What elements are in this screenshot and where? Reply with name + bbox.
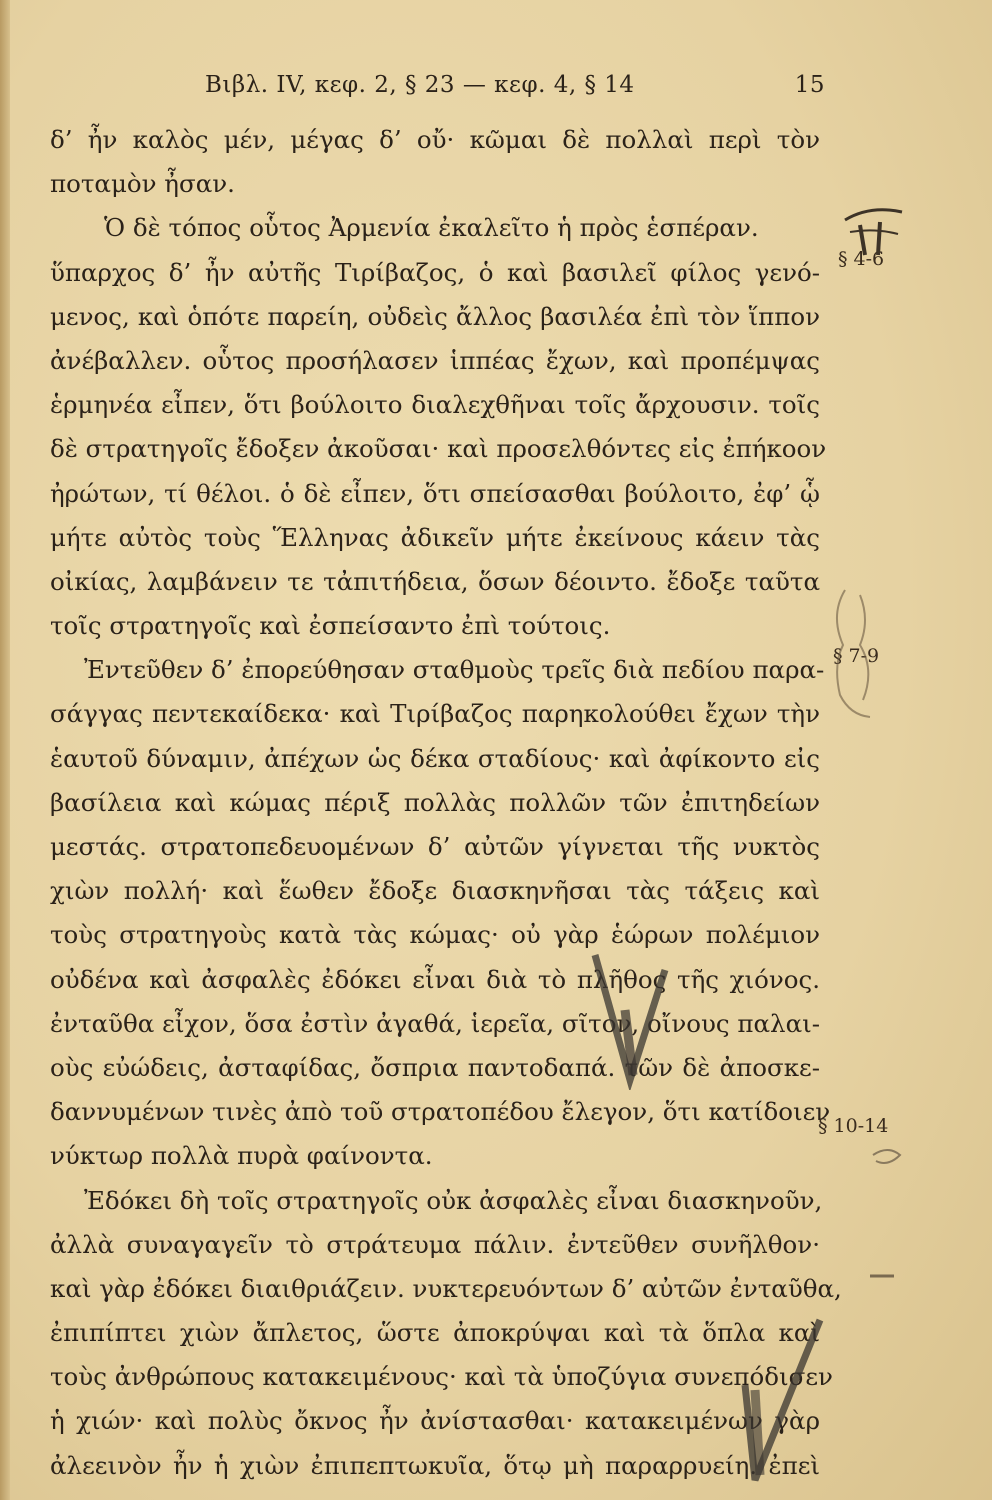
- text-line: οὺς εὐώδεις, ἀσταφίδας, ὄσπρια παντοδαπά. τῶν δὲ ἀποσκε-: [50, 1052, 820, 1082]
- text-line: ἑαυτοῦ δύναμιν, ἀπέχων ὡς δέκα σταδίους· καὶ ἀφίκοντο εἰς: [50, 743, 820, 773]
- text-line: ἡ χιών· καὶ πολὺς ὄκνος ἦν ἀνίστασθαι· κατακειμένων γὰρ: [50, 1406, 820, 1436]
- text-line: Ἐδόκει δὴ τοῖς στρατηγοῖς οὐκ ἀσφαλὲς εἶναι διασκηνοῦν,: [84, 1185, 823, 1215]
- text-line: καὶ γὰρ ἐδόκει διαιθριάζειν. νυκτερευόντων δ’ αὐτῶν ἐνταῦθα,: [50, 1273, 842, 1303]
- text-line: οὐδένα καὶ ἀσφαλὲς ἐδόκει εἶναι διὰ τὸ πλῆθος τῆς χιόνος.: [50, 964, 820, 994]
- running-header: [205, 72, 825, 112]
- text-line: Ὁ δὲ τόπος οὗτος Ἀρμενία ἐκαλεῖτο ἡ πρὸς ἑσπέραν.: [104, 213, 759, 243]
- text-line: βασίλεια καὶ κώμας πέριξ πολλὰς πολλῶν τῶν ἐπιτηδείων: [50, 787, 820, 817]
- section-note-10-14: § 10-14: [818, 1115, 889, 1137]
- text-line: τοὺς ἀνθρώπους κατακειμένους· καὶ τὰ ὑποζύγια συνεπόδισεν: [50, 1362, 833, 1392]
- text-line: ὕπαρχος δ’ ἦν αὐτῆς Τιρίβαζος, ὁ καὶ βασιλεῖ φίλος γενό-: [50, 257, 820, 287]
- text-line: ἀλεεινὸν ἦν ἡ χιὼν ἐπιπεπτωκυῖα, ὅτῳ μὴ παραρρυείη. ἐπεὶ: [50, 1450, 820, 1480]
- page-number: 15: [794, 72, 825, 98]
- text-line: ἐπιπίπτει χιὼν ἄπλετος, ὥστε ἀποκρύψαι καὶ τὰ ὅπλα καὶ: [50, 1318, 820, 1348]
- section-note-4-6: § 4-6: [838, 248, 885, 270]
- pencil-dash-icon: [868, 1270, 898, 1282]
- text-line: ποταμὸν ἦσαν.: [50, 169, 235, 199]
- text-line: ἐνταῦθα εἶχον, ὅσα ἐστὶν ἀγαθά, ἱερεῖα, σῖτον, οἴνους παλαι-: [50, 1008, 820, 1038]
- text-line: τοὺς στρατηγοὺς κατὰ τὰς κώμας· οὐ γὰρ ἑώρων πολέμιον: [50, 920, 820, 950]
- section-note-7-9: § 7-9: [833, 645, 880, 667]
- text-line: νύκτωρ πολλὰ πυρὰ φαίνοντα.: [50, 1141, 433, 1171]
- pencil-scribble-icon: [868, 1145, 908, 1175]
- text-line: δ’ ἦν καλὸς μέν, μέγας δ’ οὔ· κῶμαι δὲ πολλαὶ περὶ τὸν: [50, 125, 820, 154]
- text-line: δὲ στρατηγοῖς ἔδοξεν ἀκοῦσαι· καὶ προσελθόντες εἰς ἐπήκοον: [50, 434, 827, 464]
- pencil-mark-icon: [840, 200, 910, 270]
- text-line: μενος, καὶ ὁπότε παρείη, οὐδεὶς ἄλλος βασιλέα ἐπὶ τὸν ἵππον: [50, 301, 820, 331]
- text-line: ἠρώτων, τί θέλοι. ὁ δὲ εἶπεν, ὅτι σπείσασθαι βούλοιτο, ἐφ’ ᾧ: [50, 478, 820, 508]
- greek-text-body: [50, 118, 842, 1488]
- text-line: χιὼν πολλή· καὶ ἕωθεν ἔδοξε διασκηνῆσαι τὰς τάξεις καὶ: [50, 876, 820, 906]
- page-left-edge: [0, 0, 10, 1500]
- text-line: Ἐντεῦθεν δ’ ἐπορεύθησαν σταθμοὺς τρεῖς διὰ πεδίου παρα-: [84, 655, 825, 685]
- text-line: ἀλλὰ συναγαγεῖν τὸ στράτευμα πάλιν. ἐντεῦθεν συνῆλθον·: [50, 1229, 820, 1259]
- text-line: τοῖς στρατηγοῖς καὶ ἐσπείσαντο ἐπὶ τούτοις.: [50, 611, 611, 641]
- text-line: δαννυμένων τινὲς ἀπὸ τοῦ στρατοπέδου ἔλεγον, ὅτι κατίδοιεν: [50, 1097, 831, 1127]
- text-line: ἀνέβαλλεν. οὗτος προσήλασεν ἱππέας ἔχων, καὶ προπέμψας: [50, 345, 820, 375]
- pencil-bracket-icon: [815, 585, 895, 725]
- text-line: μήτε αὐτὸς τοὺς Ἕλληνας ἀδικεῖν μήτε ἐκείνους κάειν τὰς: [50, 522, 820, 552]
- text-line: σάγγας πεντεκαίδεκα· καὶ Τιρίβαζος παρηκολούθει ἔχων τὴν: [50, 699, 820, 729]
- text-line: μεστάς. στρατοπεδευομένων δ’ αὐτῶν γίγνεται τῆς νυκτὸς: [50, 832, 820, 861]
- pencil-mark-icon: [585, 950, 675, 1090]
- text-line: ἑρμηνέα εἶπεν, ὅτι βούλοιτο διαλεχθῆναι τοῖς ἄρχουσιν. τοῖς: [50, 390, 820, 420]
- pencil-mark-icon: [700, 1290, 830, 1490]
- running-title: Βιβλ. IV, κεφ. 2, § 23 — κεφ. 4, § 14: [205, 72, 635, 98]
- text-line: οἰκίας, λαμβάνειν τε τἀπιτήδεια, ὅσων δέοιντο. ἔδοξε ταῦτα: [50, 566, 820, 596]
